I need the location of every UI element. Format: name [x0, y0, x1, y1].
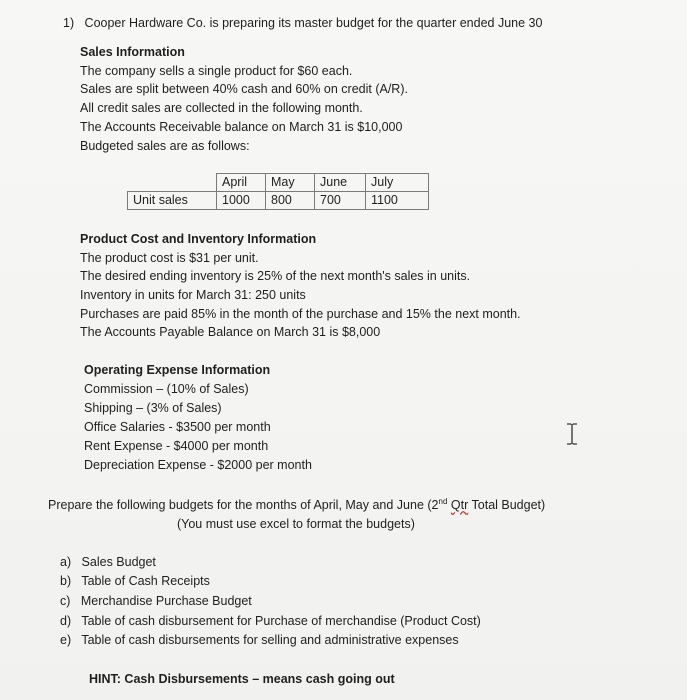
- product-info-heading: Product Cost and Inventory Information: [80, 232, 317, 246]
- table-row-label: Unit sales: [128, 192, 217, 210]
- sales-info-line: The company sells a single product for $60 each.: [80, 64, 353, 78]
- table-header-row: [128, 174, 429, 192]
- table-header-may: May: [266, 174, 315, 192]
- product-info-line: Purchases are paid 85% in the month of the purchase and 15% the next month.: [80, 307, 521, 321]
- instructions-qtr: Qtr: [450, 498, 469, 512]
- instructions-text: Prepare the following budgets for the months of April, May and June (2: [48, 498, 439, 512]
- task-item: [60, 554, 156, 570]
- sales-info-line: All credit sales are collected in the following month.: [80, 101, 363, 115]
- operating-info-heading: Operating Expense Information: [84, 363, 271, 377]
- task-text: Sales Budget: [81, 555, 156, 569]
- sales-info-heading: Sales Information: [80, 45, 185, 59]
- task-label: a): [60, 555, 72, 569]
- operating-info-line: Office Salaries - $3500 per month: [84, 420, 271, 434]
- instructions-line: [48, 497, 545, 513]
- operating-info-line: Commission – (10% of Sales): [84, 382, 249, 396]
- operating-info-line: Depreciation Expense - $2000 per month: [84, 458, 312, 472]
- text-cursor-icon: [563, 422, 581, 446]
- task-label: b): [60, 574, 72, 588]
- table-header-june: June: [315, 174, 366, 192]
- product-info-line: The product cost is $31 per unit.: [80, 251, 259, 265]
- question-header: [63, 15, 542, 31]
- product-info-line: The desired ending inventory is 25% of the next month's sales in units.: [80, 269, 471, 283]
- task-text: Table of cash disbursements for selling and administrative expenses: [81, 633, 459, 647]
- instructions-note: (You must use excel to format the budgets): [177, 517, 415, 531]
- table-header-april: April: [217, 174, 266, 192]
- sales-info-line: Sales are split between 40% cash and 60% on credit (A/R).: [80, 82, 408, 96]
- operating-info-line: Shipping – (3% of Sales): [84, 401, 222, 415]
- sales-table: [127, 173, 429, 210]
- table-cell-april: 1000: [217, 192, 266, 210]
- table-cell-july: 1100: [366, 192, 429, 210]
- instructions-superscript: nd: [438, 496, 448, 506]
- task-item: [60, 613, 481, 629]
- task-label: d): [60, 614, 72, 628]
- table-corner-cell: [128, 174, 217, 192]
- sales-info-line: The Accounts Receivable balance on March 31 is $10,000: [80, 120, 403, 134]
- task-item: [60, 632, 459, 648]
- instructions-text-end: Total Budget): [468, 498, 546, 512]
- question-number: 1): [63, 16, 75, 30]
- operating-info-line: Rent Expense - $4000 per month: [84, 439, 269, 453]
- product-info-line: The Accounts Payable Balance on March 31 is $8,000: [80, 325, 381, 339]
- task-item: [60, 573, 210, 589]
- product-info-line: Inventory in units for March 31: 250 units: [80, 288, 306, 302]
- hint-text: HINT: Cash Disbursements – means cash going out: [89, 672, 395, 686]
- table-cell-june: 700: [315, 192, 366, 210]
- table-header-july: July: [366, 174, 429, 192]
- task-text: Table of cash disbursement for Purchase of merchandise (Product Cost): [81, 614, 481, 628]
- task-label: e): [60, 633, 72, 647]
- task-text: Merchandise Purchase Budget: [80, 594, 252, 608]
- table-cell-may: 800: [266, 192, 315, 210]
- table-row: [128, 192, 429, 210]
- sales-info-line: Budgeted sales are as follows:: [80, 139, 250, 153]
- task-label: c): [60, 594, 71, 608]
- question-text: Cooper Hardware Co. is preparing its master budget for the quarter ended June 30: [84, 16, 543, 30]
- task-item: [60, 593, 252, 609]
- task-text: Table of Cash Receipts: [81, 574, 210, 588]
